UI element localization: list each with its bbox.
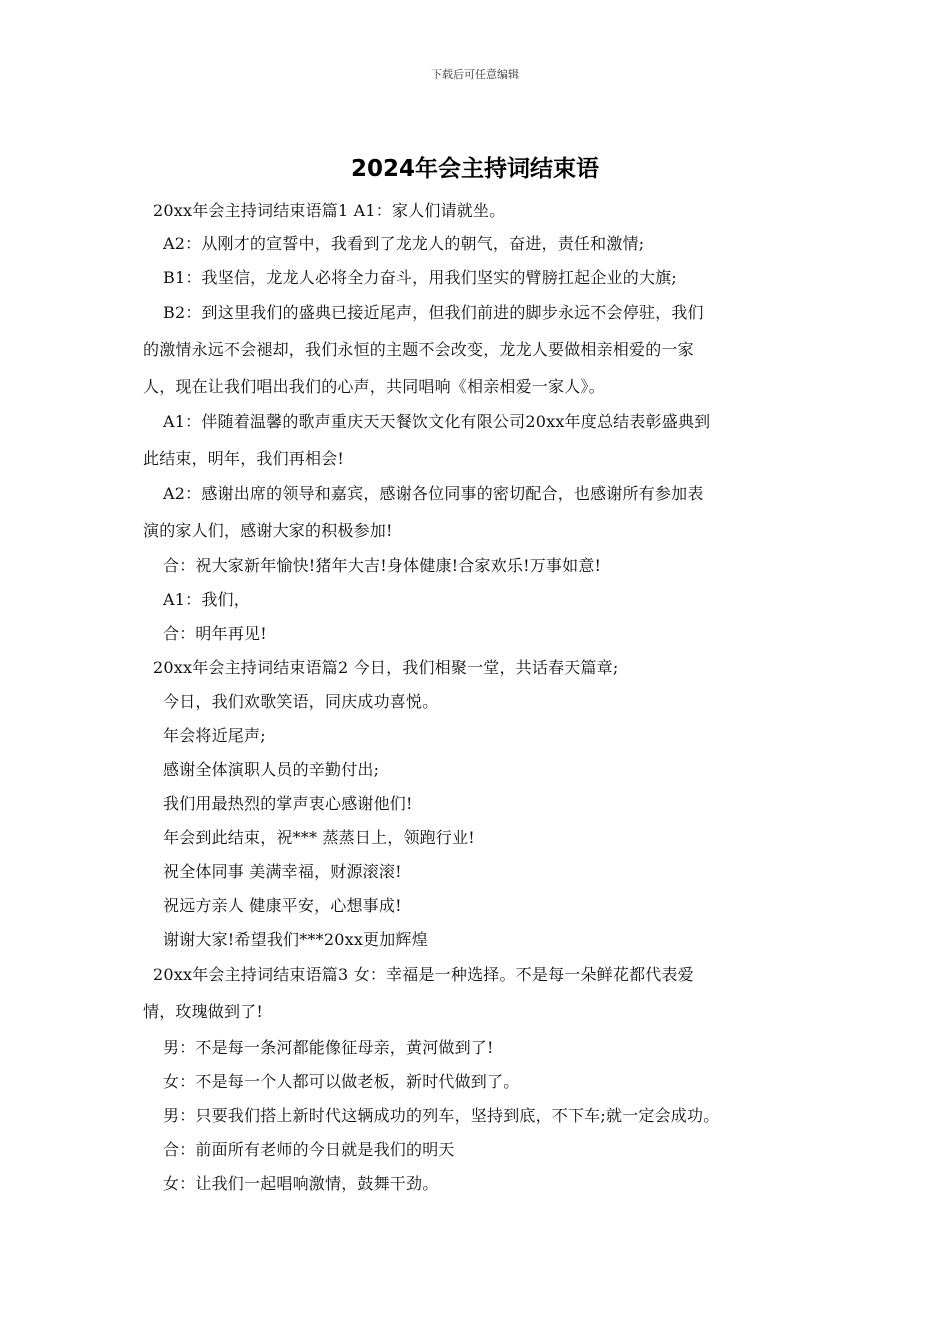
text-line: 合：前面所有老师的今日就是我们的明天 — [163, 1140, 455, 1159]
text-line: 男：只要我们搭上新时代这辆成功的列车，坚持到底，不下车;就一定会成功。 — [163, 1106, 720, 1125]
text-line: A2：从刚才的宣誓中，我看到了龙龙人的朝气，奋进，责任和激情; — [163, 234, 645, 253]
text-line: 人，现在让我们唱出我们的心声，共同唱响《相亲相爱一家人》。 — [143, 377, 605, 396]
text-line: 女：让我们一起唱响激情，鼓舞干劲。 — [163, 1174, 439, 1193]
text-line: 合：明年再见! — [163, 624, 267, 643]
text-line: 祝远方亲人 健康平安，心想事成! — [163, 896, 402, 915]
page-header-note: 下载后可任意编辑 — [431, 68, 519, 81]
text-line: 今日，我们欢歌笑语，同庆成功喜悦。 — [163, 692, 439, 711]
text-line: 年会到此结束，祝*** 蒸蒸日上，领跑行业! — [163, 828, 475, 847]
text-line: 男：不是每一条河都能像征母亲，黄河做到了! — [163, 1038, 494, 1057]
text-line: A1：我们， — [163, 590, 250, 609]
text-line: 感谢全体演职人员的辛勤付出; — [163, 760, 380, 779]
text-line: A1：伴随着温馨的歌声重庆天天餐饮文化有限公司20xx年度总结表彰盛典到 — [163, 412, 711, 431]
text-line: 谢谢大家!希望我们***20xx更加辉煌 — [163, 930, 428, 949]
text-line: 20xx年会主持词结束语篇3 女：幸福是一种选择。不是每一朵鲜花都代表爱 — [153, 965, 694, 984]
text-line: B1：我坚信，龙龙人必将全力奋斗，用我们坚实的臂膀扛起企业的大旗; — [163, 268, 677, 287]
text-line: A2：感谢出席的领导和嘉宾，感谢各位同事的密切配合，也感谢所有参加表 — [163, 484, 704, 503]
text-line: 的激情永远不会褪却，我们永恒的主题不会改变，龙龙人要做相亲相爱的一家 — [143, 340, 694, 359]
text-line: 合：祝大家新年愉快!猪年大吉!身体健康!合家欢乐!万事如意! — [163, 556, 602, 575]
text-line: 此结束，明年，我们再相会! — [143, 449, 345, 468]
text-line: 年会将近尾声; — [163, 726, 266, 745]
text-line: 祝全体同事 美满幸福，财源滚滚! — [163, 862, 402, 881]
text-line: 情，玫瑰做到了! — [143, 1002, 264, 1021]
text-line: 女：不是每一个人都可以做老板，新时代做到了。 — [163, 1072, 520, 1091]
document-title: 2024年会主持词结束语 — [350, 156, 599, 182]
text-line: 我们用最热烈的掌声衷心感谢他们! — [163, 794, 413, 813]
text-line: 20xx年会主持词结束语篇2 今日，我们相聚一堂，共话春天篇章; — [153, 658, 619, 677]
text-line: 20xx年会主持词结束语篇1 A1：家人们请就坐。 — [153, 201, 506, 220]
text-line: B2：到这里我们的盛典已接近尾声，但我们前进的脚步永远不会停驻，我们 — [163, 303, 704, 322]
text-line: 演的家人们，感谢大家的积极参加! — [143, 521, 393, 540]
